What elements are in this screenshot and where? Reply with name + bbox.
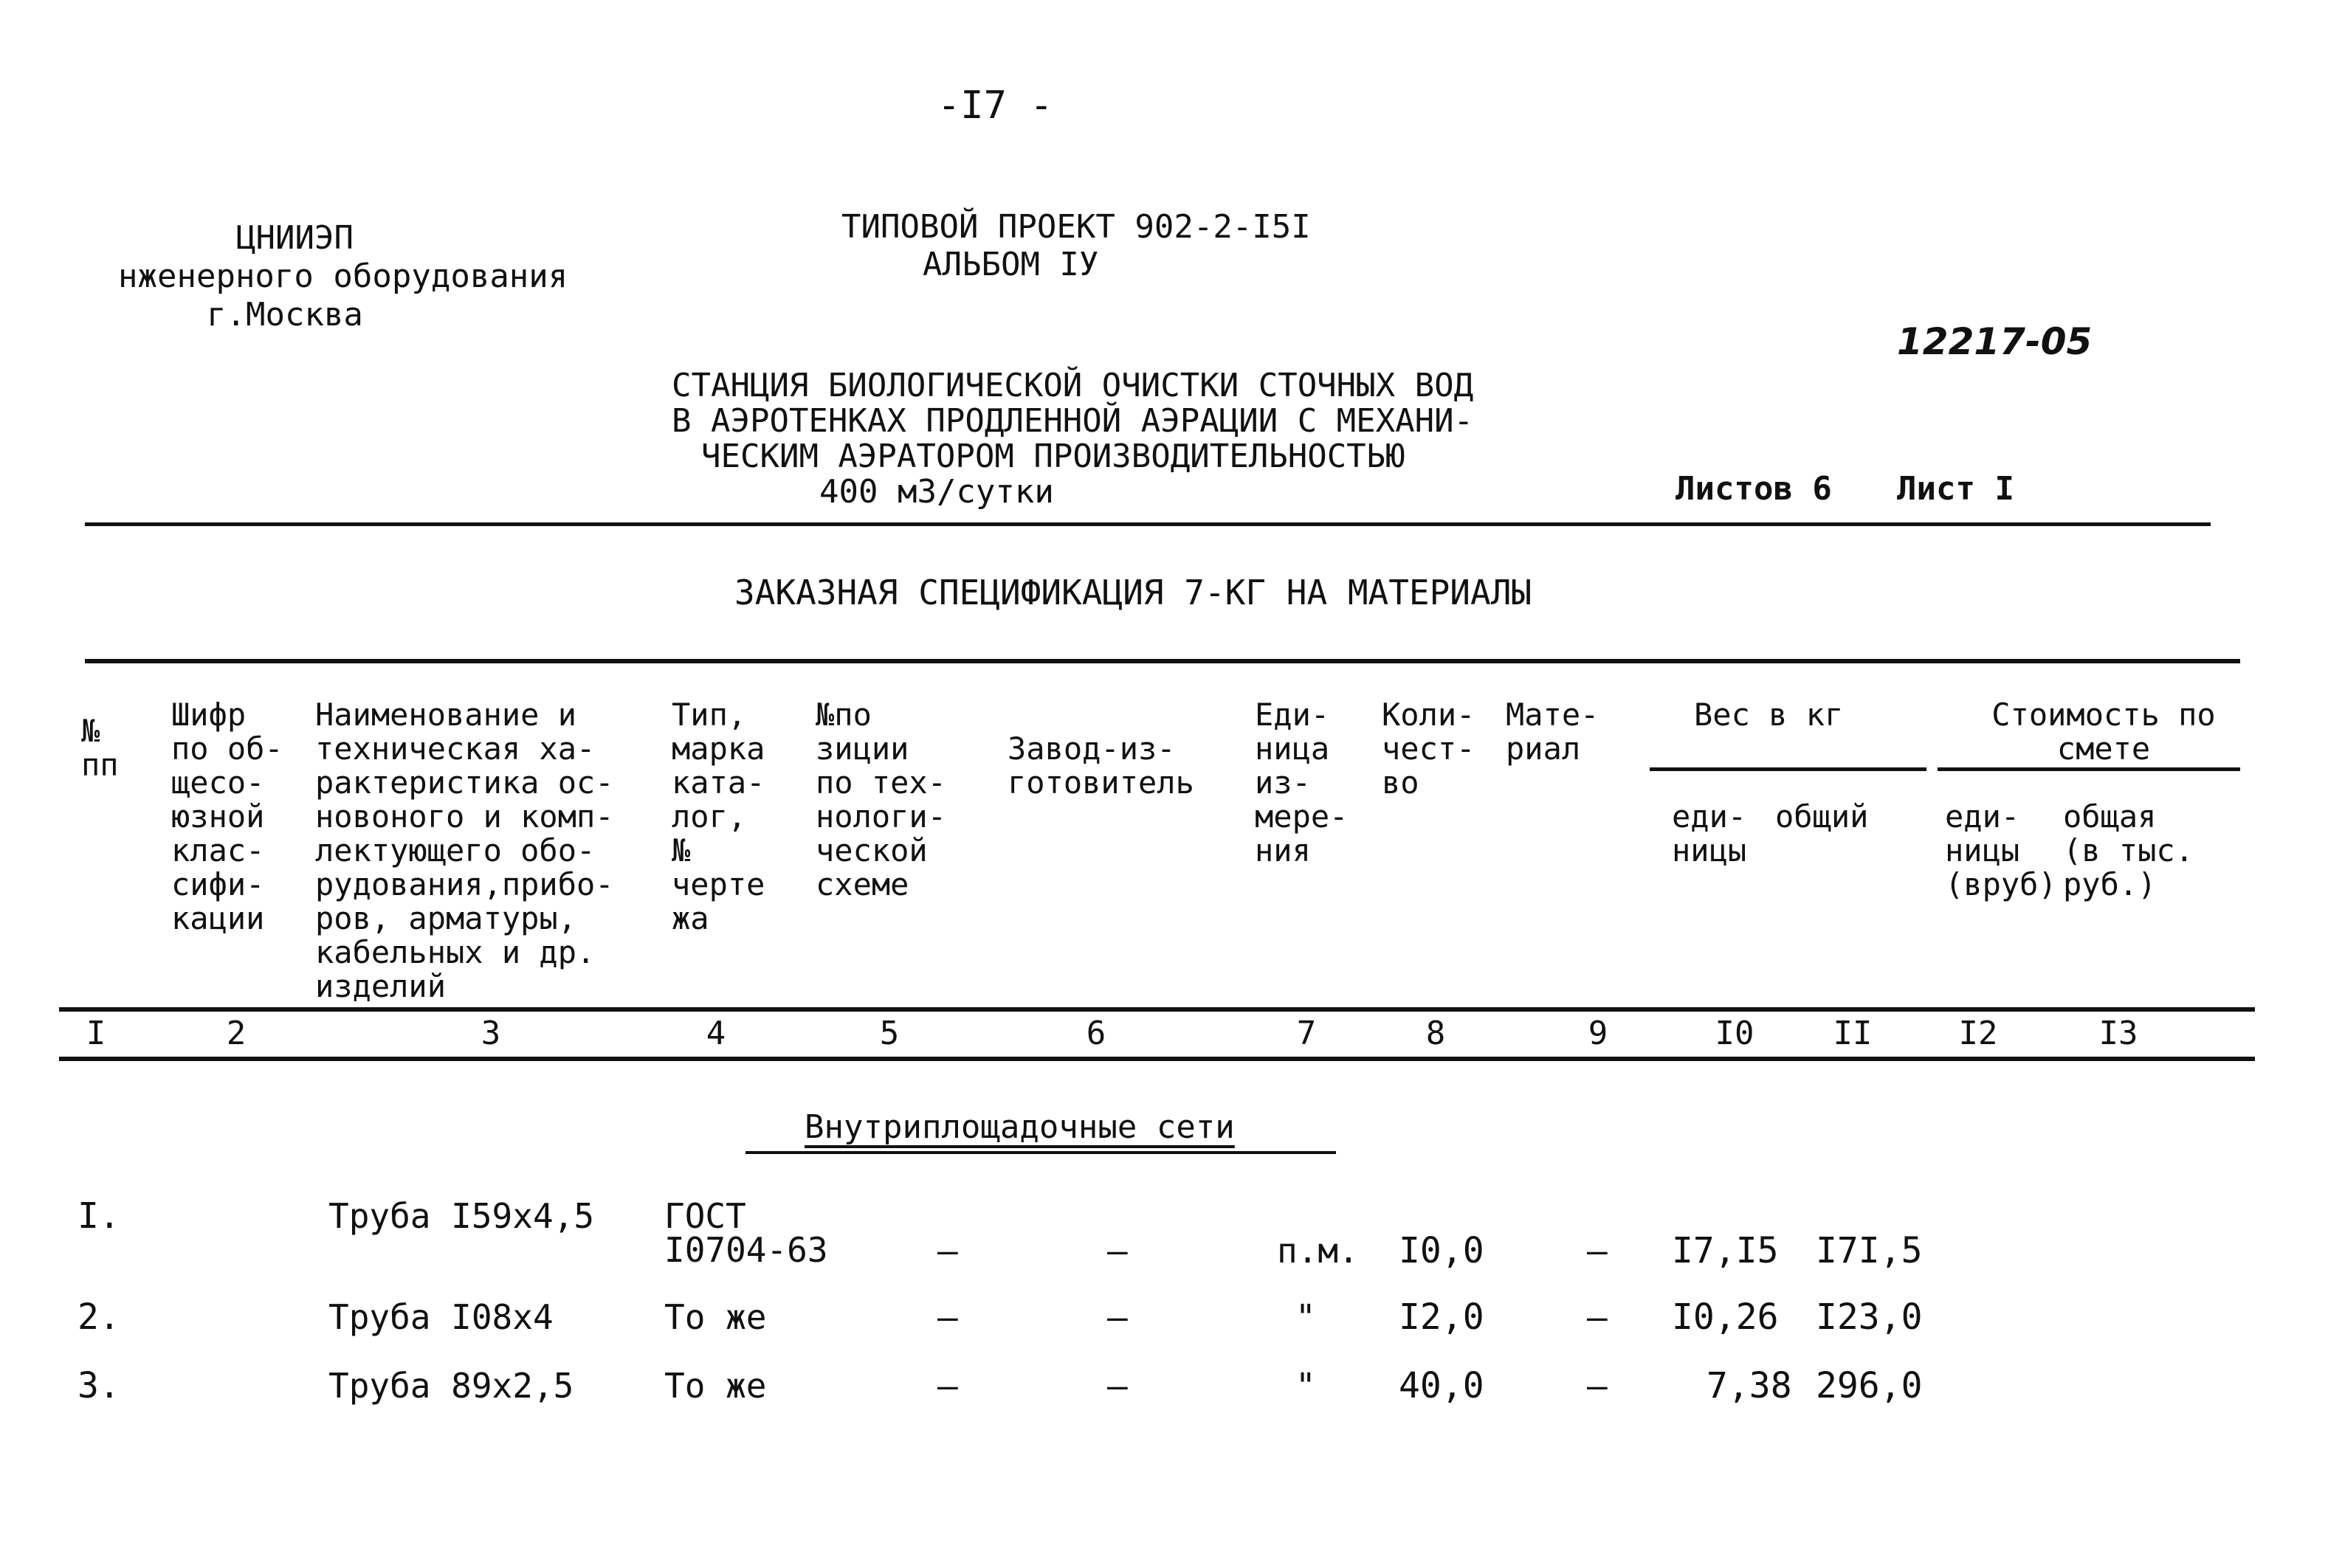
section-title: Внутриплощадочные сети (805, 1108, 1235, 1146)
row-material: – (1587, 1366, 1608, 1406)
row-quantity: 40,0 (1399, 1365, 1484, 1406)
col-number-4: 4 (706, 1015, 726, 1052)
col-header-position: №по зиции по тех- нологи- ческой схеме (816, 697, 947, 902)
col-header-material: Мате- риал (1506, 697, 1599, 767)
spec-title: ЗАКАЗНАЯ СПЕЦИФИКАЦИЯ 7-КГ НА МАТЕРИАЛЫ (734, 573, 1532, 612)
row-weight-unit: 7,38 (1707, 1365, 1792, 1406)
row-number: I. (78, 1195, 120, 1237)
col-number-12: I2 (1958, 1015, 1998, 1052)
row-manufacturer: – (1107, 1297, 1128, 1337)
row-weight-unit: I7,I5 (1672, 1230, 1779, 1271)
row-type: То же (664, 1297, 767, 1337)
col-header-unit: Еди- ница из- мере- ния (1255, 697, 1349, 868)
col-header-number: № пп (81, 713, 119, 783)
row-unit: " (1295, 1366, 1316, 1406)
col-header-cost-unit: еди- ницы (вруб) (1945, 798, 2057, 902)
row-position: – (937, 1366, 958, 1406)
weight-group-rule (1650, 767, 1926, 771)
title-divider (85, 522, 2211, 526)
project-title: ТИПОВОЙ ПРОЕКТ 902-2-I5I (841, 208, 1311, 246)
row-unit: п.м. (1277, 1231, 1359, 1271)
page-number: -I7 - (937, 83, 1053, 128)
row-weight-total: I23,0 (1816, 1296, 1923, 1338)
row-position: – (937, 1297, 958, 1337)
album-number: АЛЬБОМ IУ (923, 246, 1099, 283)
row-item-name: Труба I59х4,5 (328, 1196, 595, 1236)
col-header-type: Тип, марка ката- лог, № черте жа (672, 697, 765, 936)
col-number-10: I0 (1715, 1015, 1754, 1052)
row-quantity: I0,0 (1399, 1230, 1484, 1271)
table-top-rule (85, 659, 2240, 663)
section-underline (745, 1151, 1336, 1154)
col-number-2: 2 (226, 1015, 247, 1052)
col-header-quantity: Коли- чест- во (1382, 697, 1475, 801)
row-item-name: Труба 89х2,5 (328, 1366, 574, 1406)
col-header-manufacturer: Завод-из- готовитель (1008, 731, 1194, 801)
col-header-classifier: Шифр по об- щесо- юзной клас- сифи- кации (171, 697, 283, 936)
row-number: 2. (78, 1296, 120, 1338)
row-weight-total: I7I,5 (1816, 1230, 1923, 1271)
row-type: То же (664, 1366, 767, 1406)
row-number: 3. (78, 1365, 120, 1406)
col-header-name: Наименование и техническая ха- рактеристика ос- новоного и комп- лектующего обо- рудования,прибо- ров, арматуры, кабельных и др. изделий (315, 697, 614, 1004)
col-header-weight-total: общий (1775, 798, 1869, 835)
row-weight-total: 296,0 (1816, 1365, 1923, 1406)
station-title-line-2: В АЭРОТЕНКАХ ПРОДЛЕННОЙ АЭРАЦИИ С МЕХАНИ- (672, 402, 1474, 440)
org-department: нженерного оборудования (118, 258, 568, 295)
row-weight-unit: I0,26 (1672, 1296, 1779, 1338)
station-title-line-3: ЧЕСКИМ АЭРАТОРОМ ПРОИЗВОДИТЕЛЬНОСТЬЮ (701, 438, 1405, 475)
sheet-current: Лист I (1897, 470, 2014, 508)
row-manufacturer: – (1107, 1366, 1128, 1406)
row-unit: " (1295, 1297, 1316, 1337)
cost-group-rule (1938, 767, 2240, 771)
col-number-1: I (86, 1015, 106, 1052)
station-title-line-1: СТАНЦИЯ БИОЛОГИЧЕСКОЙ ОЧИСТКИ СТОЧНЫХ ВОД (672, 367, 1474, 404)
header-bottom-rule (59, 1007, 2255, 1012)
org-city: г.Москва (207, 296, 363, 334)
row-type: ГОСТ I0704-63 (664, 1196, 828, 1270)
col-header-cost-total: общая (в тыс. руб.) (2063, 798, 2194, 902)
col-header-cost: Стоимость по смете (1991, 697, 2216, 767)
row-position: – (937, 1231, 958, 1271)
row-manufacturer: – (1107, 1231, 1128, 1271)
col-number-5: 5 (879, 1015, 900, 1052)
column-numbers-rule (59, 1057, 2255, 1061)
col-header-weight-unit: еди- ницы (1672, 798, 1747, 868)
org-name: ЦНИИЭП (236, 219, 354, 257)
station-title-line-4: 400 м3/сутки (819, 473, 1054, 511)
row-material: – (1587, 1297, 1608, 1337)
col-number-11: II (1833, 1015, 1873, 1052)
col-number-13: I3 (2098, 1015, 2138, 1052)
col-header-weight: Вес в кг (1694, 697, 1844, 733)
col-number-6: 6 (1086, 1015, 1106, 1052)
sheets-total: Листов 6 (1676, 470, 1832, 508)
col-number-8: 8 (1425, 1015, 1446, 1052)
handwritten-inventory-number: 12217-05 (1897, 320, 2093, 363)
row-quantity: I2,0 (1399, 1296, 1484, 1338)
col-number-9: 9 (1588, 1015, 1608, 1052)
row-material: – (1587, 1231, 1608, 1271)
col-number-3: 3 (481, 1015, 501, 1052)
col-number-7: 7 (1296, 1015, 1317, 1052)
row-item-name: Труба I08х4 (328, 1297, 554, 1337)
